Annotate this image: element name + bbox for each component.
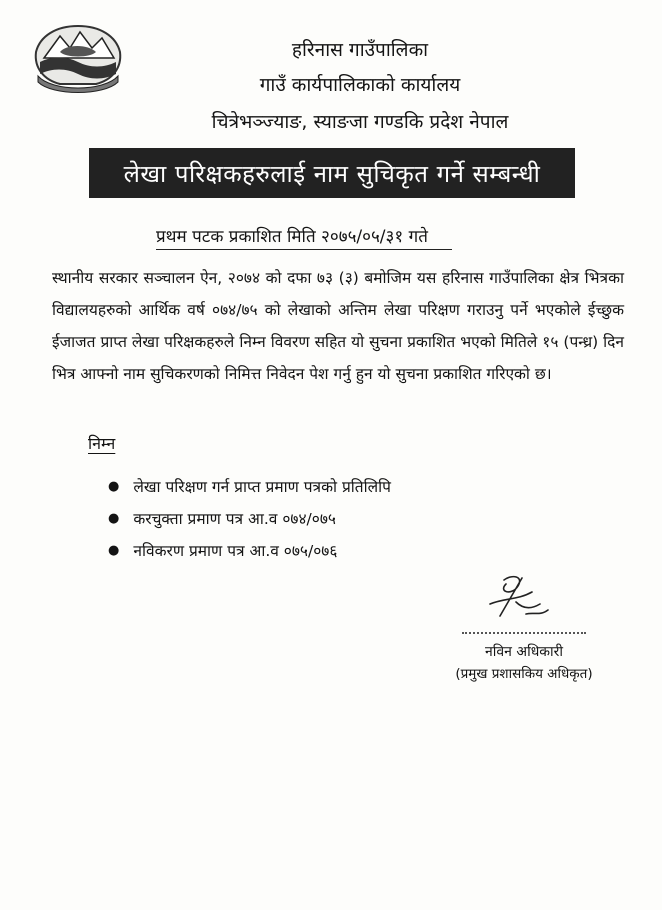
municipality-name: हरिनास गाउँपालिका — [291, 39, 429, 61]
list-item-text: करचुक्ता प्रमाण पत्र आ.व ०७४/०७५ — [133, 510, 336, 528]
signatory-name: नविन अधिकारी — [484, 644, 564, 660]
bullet-icon: ● — [108, 510, 120, 526]
list-item — [108, 534, 391, 566]
nepal-emblem-icon — [30, 22, 126, 96]
requirements-heading: निम्न — [88, 434, 116, 453]
list-item — [108, 502, 391, 534]
notice-title: लेखा परिक्षकहरुलाई नाम सुचिकृत गर्ने सम्बन्धी — [123, 159, 541, 188]
signature-line — [462, 632, 586, 634]
notice-body: स्थानीय सरकार सञ्चालन ऐन, २०७४ को दफा ७३ (३) बमोजिम यस हरिनास गाउँपालिका क्षेत्र भित्रका विद्यालयहरुको आर्थिक वर्ष ०७४/७५ को लेखाको अन्तिम लेखा परिक्षण गराउनु पर्ने भएकोले ईच्छुक ईजाजत प्राप्त लेखा परिक्षकहरुले निम्न विवरण सहित यो सुचना प्रकाशित भएको मितिले १५ (पन्ध्र) दिन भित्र आफ्नो नाम सुचिकरणको निमित्त निवेदन पेश गर्नु हुन यो सुचना प्रकाशित गरिएको छ। — [52, 269, 624, 383]
office-name: गाउँ कार्यपालिकाको कार्यालय — [259, 74, 461, 96]
signature-icon — [478, 572, 558, 624]
office-address: चित्रेभञ्ज्याङ, स्याङजा गण्डकि प्रदेश नेपाल — [211, 111, 509, 133]
notice-title-banner — [89, 148, 575, 198]
publication-date: प्रथम पटक प्रकाशित मिति २०७५/०५/३१ गते — [156, 224, 452, 250]
list-item-text: लेखा परिक्षण गर्न प्राप्त प्रमाण पत्रको प्रतिलिपि — [133, 478, 391, 496]
list-item-text: नविकरण प्रमाण पत्र आ.व ०७५/०७६ — [133, 542, 338, 560]
bullet-icon: ● — [108, 478, 120, 494]
list-item — [108, 470, 391, 502]
bullet-icon: ● — [108, 542, 120, 558]
requirements-list — [108, 470, 391, 566]
signatory-title: (प्रमुख प्रशासकिय अधिकृत) — [455, 666, 593, 682]
